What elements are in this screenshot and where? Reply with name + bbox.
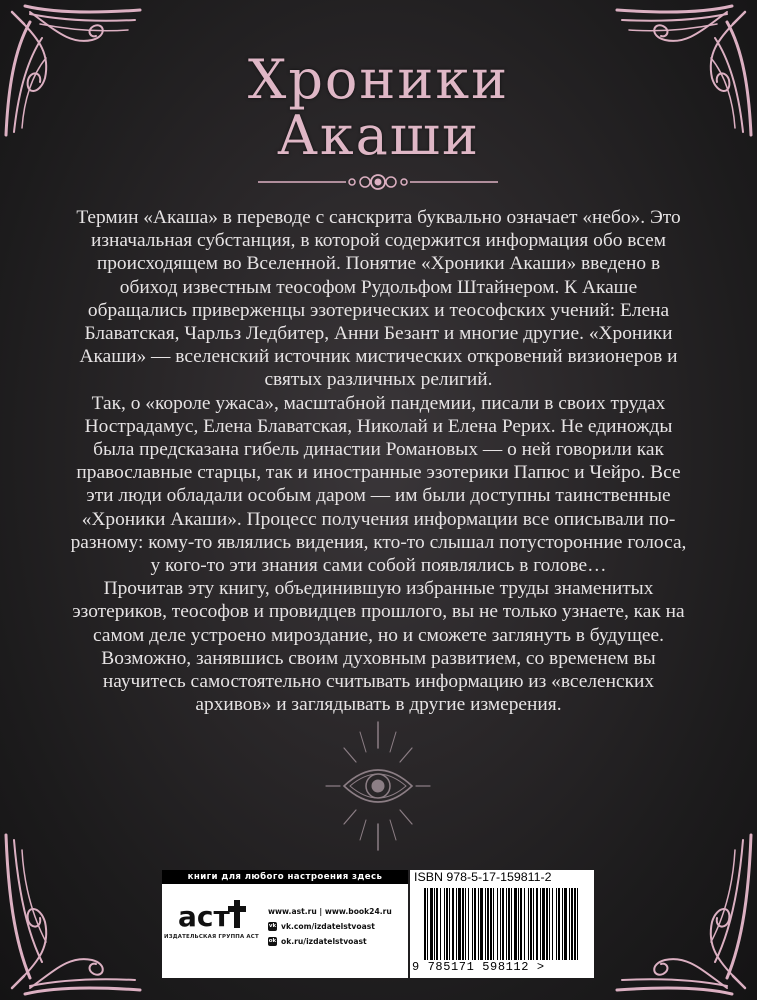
barcode-bar	[434, 888, 435, 960]
barcode-bar	[485, 888, 486, 960]
paragraph-3: Прочитав эту книгу, объединившую избранные труды знаменитых эзотериков, теософов и провидцев прошлого, вы не только узнаете, как на самом деле устроено мироздание, но и сможете заглянуть в будущее. Возможно, занявшись своим духовным развитием, со временем вы научитесь самостоятельно считывать информацию из «вселенских архивов» и заглядывать в другие измерения.	[72, 578, 685, 716]
barcode-bar	[430, 888, 433, 960]
barcode-bar	[502, 888, 504, 960]
barcode-bar	[556, 888, 557, 960]
isbn-label: ISBN 978-5-17-159811-2	[414, 870, 552, 884]
barcode-bar	[508, 888, 510, 960]
barcode-bar	[440, 888, 441, 960]
vk-icon: vk	[268, 923, 277, 929]
barcode-bar	[577, 888, 578, 960]
barcode-bar	[472, 888, 473, 960]
barcode-bar	[446, 888, 448, 960]
barcode-bar	[511, 888, 512, 960]
barcode-bar	[546, 888, 548, 960]
ok-link-text: ok.ru/izdatelstvoast	[281, 937, 367, 946]
ok-icon: ok	[268, 938, 277, 944]
barcode-bar	[549, 888, 550, 960]
paragraph-2: Так, о «короле ужаса», масштабной пандемии, писали в своих трудах Нострадамус, Елена Блаватская, Николай и Елена Рерих. Не единожды была предсказана гибель династии Романовых — о ней говорили как православные старцы, так и иностранные эзотерики Папюс и Чейро. Все эти люди обладали особым даром — им были доступны таинственные «Хроники Акаши». Процесс получения информации все описывали по-разному: кому-то являлись видения, кто-то слышал потусторонние голоса, у кого-то эти знания сами собой появлялись в голове…	[70, 392, 687, 577]
book-title-line-2: Акаши	[276, 104, 481, 167]
barcode-bar	[500, 888, 501, 960]
barcode-bar	[571, 888, 573, 960]
barcode-bar	[558, 888, 560, 960]
barcode-bar	[474, 888, 476, 960]
barcode	[414, 888, 590, 962]
barcode-bar	[436, 888, 438, 960]
barcode-bar	[514, 888, 517, 960]
barcode-bar	[427, 888, 428, 960]
barcode-bar	[542, 888, 545, 960]
ok-link[interactable]	[268, 934, 406, 949]
ast-logo-text: аст	[178, 900, 230, 933]
divider-ornament	[258, 170, 498, 194]
ast-logo	[176, 894, 248, 934]
barcode-bar	[490, 888, 492, 960]
barcode-bar	[569, 888, 570, 960]
barcode-bar	[452, 888, 454, 960]
publisher-group-caption: ИЗДАТЕЛЬСКАЯ ГРУППА АСТ	[164, 934, 259, 940]
barcode-bar	[552, 888, 553, 960]
barcode-bar	[465, 888, 466, 960]
barcode-bar	[536, 888, 538, 960]
barcode-digits: 9 785171 598112 >	[412, 960, 592, 974]
eye-symbol-icon	[322, 718, 434, 854]
barcode-bar	[528, 888, 529, 960]
barcode-bar	[520, 888, 522, 960]
barcode-bar	[497, 888, 498, 960]
publisher-slogan: книги для любого настроения здесь	[162, 870, 408, 884]
corner-ornament-bottom-right	[607, 830, 757, 1000]
barcode-bar	[468, 888, 469, 960]
barcode-bar	[530, 888, 532, 960]
barcode-bar	[424, 888, 426, 960]
barcode-bar	[478, 888, 479, 960]
barcode-bar	[480, 888, 483, 960]
barcode-bar	[458, 888, 461, 960]
barcode-bar	[524, 888, 525, 960]
barcode-bar	[518, 888, 519, 960]
barcode-bar	[564, 888, 567, 960]
barcode-bar	[449, 888, 450, 960]
publisher-sites[interactable]: www.ast.ru | www.book24.ru	[268, 907, 392, 916]
barcode-bar	[456, 888, 457, 960]
barcode-bar	[462, 888, 464, 960]
barcode-bar	[487, 888, 489, 960]
barcode-bar	[533, 888, 534, 960]
paragraph-1: Термин «Акаша» в переводе с санскрита буквально означает «небо». Это изначальная субстанция, в которой содержится информация обо всем происходящем во Вселенной. Понятие «Хроники Акаши» введено в обиход известным теософом Рудольфом Штайнером. К Акаше обращались приверженцы эзотерических и теософских учений: Елена Блаватская, Чарльз Ледбитер, Анни Безант и многие другие. «Хроники Акаши» — вселенский источник мистических откровений визионеров и святых различных религий.	[76, 207, 681, 391]
barcode-bar	[506, 888, 507, 960]
barcode-bar	[444, 888, 445, 960]
publisher-panel	[162, 870, 408, 978]
book-title-line-1: Хроники	[247, 48, 510, 111]
publisher-links	[268, 904, 406, 949]
annotation-text	[70, 206, 687, 716]
barcode-bar	[562, 888, 563, 960]
isbn-barcode-box	[410, 870, 594, 978]
barcode-bar	[493, 888, 494, 960]
vk-link-text: vk.com/izdatelstvoast	[281, 922, 375, 931]
vk-link[interactable]	[268, 919, 406, 934]
barcode-bar	[574, 888, 576, 960]
corner-ornament-bottom-left	[0, 830, 150, 1000]
barcode-bar	[540, 888, 541, 960]
